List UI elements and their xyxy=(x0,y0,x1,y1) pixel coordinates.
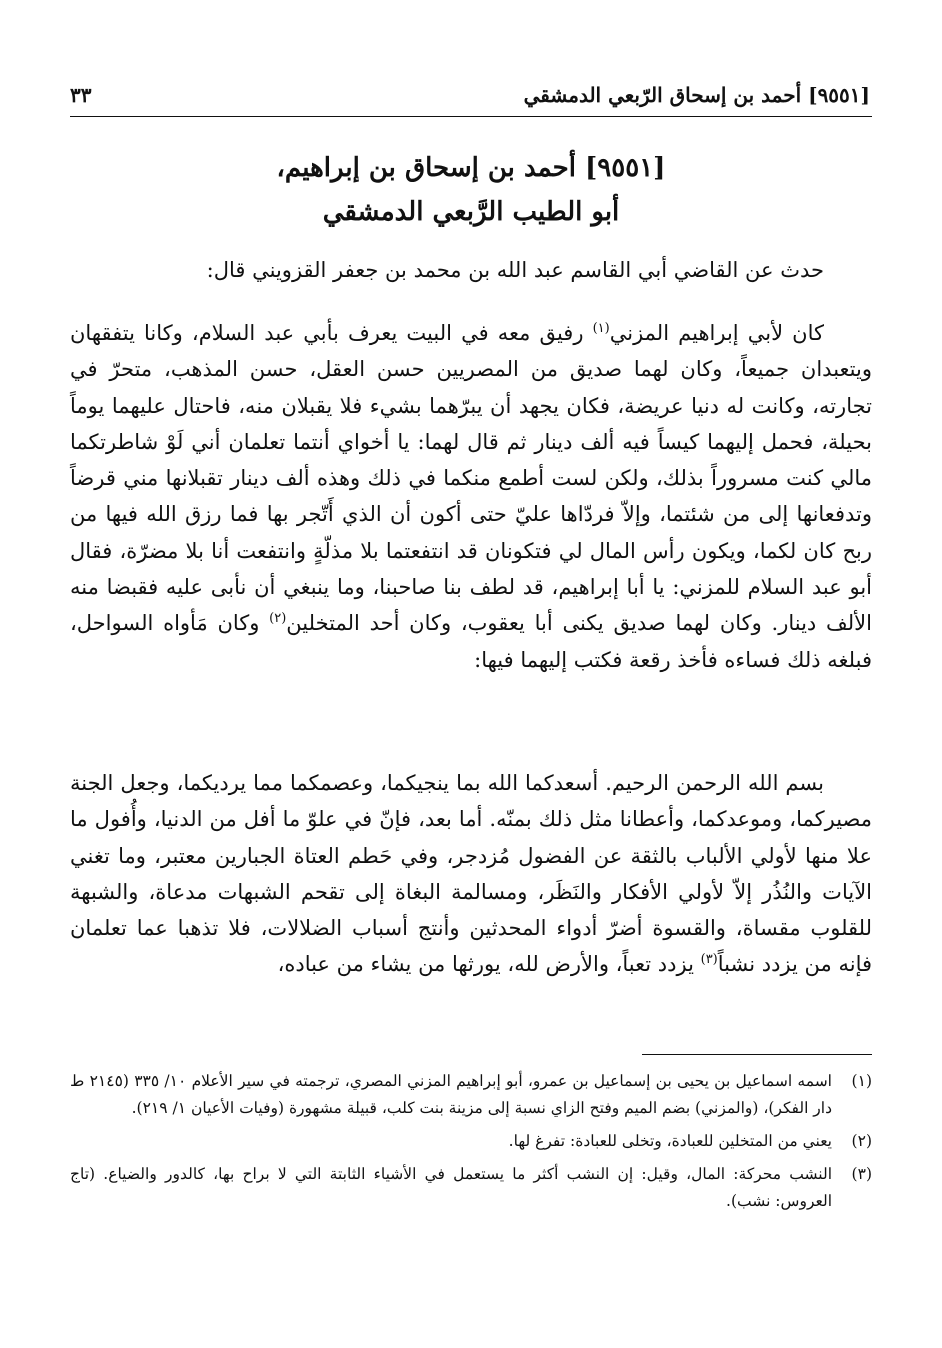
header-divider xyxy=(70,116,872,117)
footnote-text: النشب محركة: المال، وقيل: إن النشب أكثر ما يستعمل في الأشياء الثابتة التي لا براح بها، كالدور والضياع. (تاج العروس: نشب). xyxy=(70,1165,832,1210)
footnote-divider xyxy=(642,1054,872,1055)
footnote-number: (١) xyxy=(851,1072,872,1090)
footnote-number: (٢) xyxy=(851,1132,872,1150)
footnote-number: (٣) xyxy=(851,1165,872,1183)
paragraph-text: كان لأبي إبراهيم المزني xyxy=(609,321,824,345)
footnotes xyxy=(70,1068,872,1221)
footnote-item xyxy=(70,1068,872,1122)
narrative-paragraph xyxy=(70,315,872,678)
footnote-item xyxy=(70,1161,872,1215)
entry-title-line-2: أبو الطيب الرَّبعي الدمشقي xyxy=(322,197,620,227)
intro-line: حدث عن القاضي أبي القاسم عبد الله بن محمد بن جعفر القزويني قال: xyxy=(206,258,824,282)
footnote-text: اسمه اسماعيل بن يحيى بن إسماعيل بن عمرو، أبو إبراهيم المزني المصري، ترجمته في سير الأعلام ١٠/ ٣٣٥ (٢١٤٥ ط دار الفكر)، (والمزني) بضم الميم وفتح الزاي نسبة إلى مزينة بنت كلب، قبيلة مشهورة (وفيات الأعيان ١/ ٢١٩). xyxy=(70,1072,832,1117)
running-title: [٩٥٥١] أحمد بن إسحاق الرّبعي الدمشقي xyxy=(523,83,870,107)
paragraph-text: وكان مَأواه السواحل، فبلغه ذلك فساءه فأخذ رقعة فكتب إليهما فيها: xyxy=(70,611,872,672)
footnote-ref-2[interactable]: (٢) xyxy=(269,611,287,627)
footnote-text: يعني من المتخلين للعبادة، وتخلى للعبادة: تفرغ لها. xyxy=(508,1132,832,1150)
footnote-item xyxy=(70,1128,872,1155)
paragraph-text: بسم الله الرحمن الرحيم. أسعدكما الله بما ينجيكما، وعصمكما مما يرديكما، وجعل الجنة مصيركما، وموعدكما، وأعطانا مثل ذلك بمنّه. أما بعد، فإنّ في علوّ ما أفل من الدنيا، وأُفول ما علا منها لأولي الألباب بالثقة عن الفضول مُزدجر، وفي حَطم العتاة الجبارين معتبر، وما تغني الآيات والنُذُر إلاّ لأولي الأفكار والنَظَر، ومسالمة البغاة إلى تقحم الشبهات مدعاة، والشبهة للقلوب مقساة، والقسوة أضرّ أدواء المحدثين وأنتج أسباب الضلالات، فلا تذهبا عما تعلمان فإنه من يزدد نشباً xyxy=(70,771,872,977)
entry-title-line-1: [٩٥٥١] أحمد بن إسحاق بن إبراهيم، xyxy=(276,153,666,183)
footnote-ref-1[interactable]: (١) xyxy=(592,321,610,336)
letter-paragraph xyxy=(70,765,872,983)
paragraph-text: يزدد تعباً، والأرض لله، يورثها من يشاء من عباده، xyxy=(277,952,701,977)
page-number: ٣٣ xyxy=(70,83,92,107)
footnote-ref-3[interactable]: (٣) xyxy=(700,952,718,968)
paragraph-text: رفيق معه في البيت يعرف بأبي عبد السلام، وكانا يتفقهان ويتعبدان جميعاً، وكان لهما صديق من المصريين حسن العقل، حسن المذهب، متحرّ في تجارته، وكانت له دنيا عريضة، فكان يجهد أن يبرّهما بشيء فلا يقبلان منه، فاحتال عليهما يوماً بحيلة، فحمل إليهما كيساً فيه ألف دينار ثم قال لهما: يا أخواي أنتما تعلمان أني لَوْ شاطرتكما مالي كنت مسروراً بذلك، ولكن لست أطمع منكما في ذلك وهذه ألف دينار تقبلانها مني قرضاً وتدفعانها إلى من شئتما، وإلاّ فردّاها عليّ حتى أكون أن الذي أَتّجر بها فما رزق الله فيها من ربح كان لكما، ويكون رأس المال لي فتكونان قد انتفعتما بلا مذلّةٍ وانتفعت أنا بلا مضرّة، فقال أبو عبد السلام للمزني: يا أبا إبراهيم، قد لطف بنا صاحبنا، وما ينبغي أن نأبى عليه فقبضا منه الألف دينار. وكان لهما صديق يكنى أبا يعقوب، وكان أحد المتخلين xyxy=(70,321,872,636)
running-header xyxy=(70,78,870,112)
entry-title xyxy=(70,146,872,234)
